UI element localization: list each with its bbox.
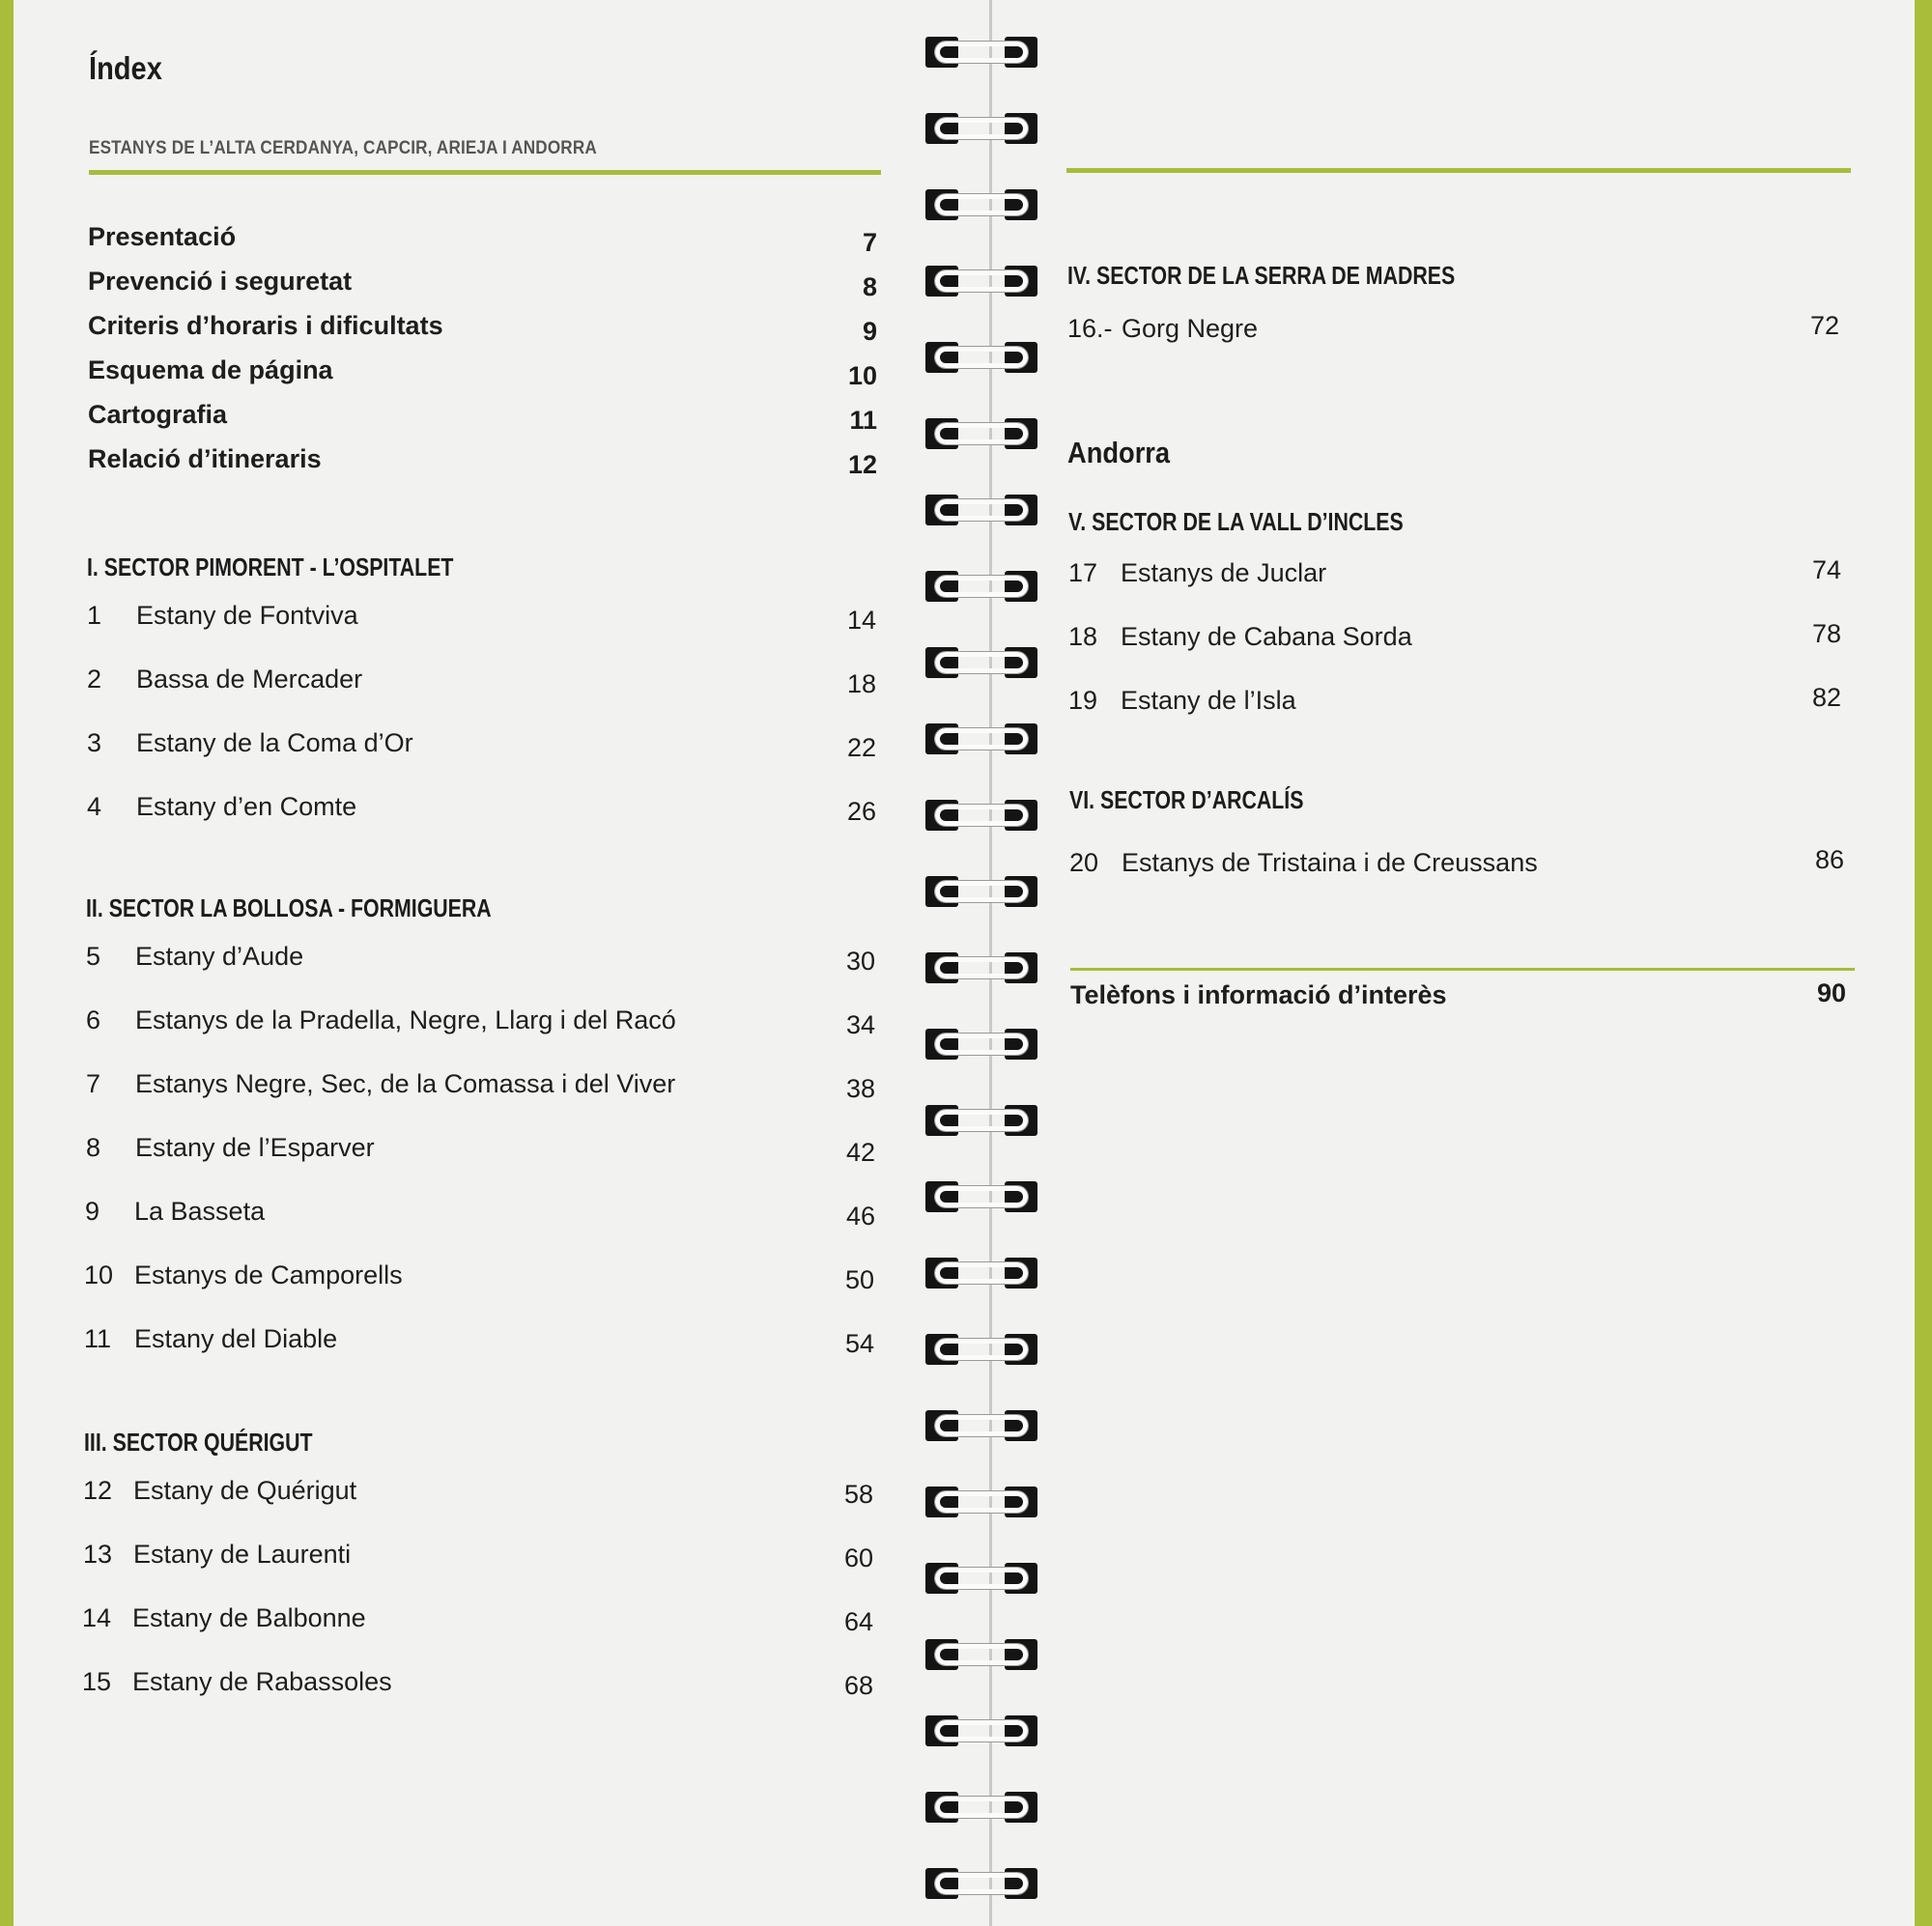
itinerary-label[interactable]: Estany de l’Isla — [1121, 686, 1296, 715]
itinerary-label[interactable]: Estanys Negre, Sec, de la Comassa i del Viver — [135, 1069, 676, 1098]
itinerary-page: 86 — [1814, 845, 1844, 874]
itinerary-page: 14 — [846, 606, 876, 635]
section-heading: VI. SECTOR D’ARCALÍS — [1069, 785, 1304, 814]
itinerary-label[interactable]: Estany d’en Comte — [136, 792, 357, 821]
itinerary-label[interactable]: Estany de l’Esparver — [135, 1133, 375, 1162]
itinerary-label[interactable]: La Basseta — [134, 1197, 266, 1226]
toc-entry-label[interactable]: Prevenció i seguretat — [88, 267, 353, 296]
itinerary-page: 42 — [845, 1138, 875, 1167]
itinerary-label[interactable]: Estanys de Tristaina i de Creussans — [1122, 848, 1538, 877]
itinerary-page: 60 — [843, 1544, 873, 1572]
itinerary-label[interactable]: Estany de Laurenti — [133, 1540, 352, 1569]
book-subtitle: ESTANYS DE L’ALTA CERDANYA, CAPCIR, ARIEJA I ANDORRA — [89, 138, 597, 158]
itinerary-number: 17 — [1068, 558, 1098, 587]
itinerary-label[interactable]: Estany de Balbonne — [132, 1603, 366, 1632]
itinerary-page: 30 — [845, 947, 875, 976]
toc-entry-page: 8 — [862, 272, 877, 301]
itinerary-page: 34 — [845, 1010, 875, 1039]
itinerary-number: 18 — [1068, 622, 1098, 651]
subtitle-rule — [89, 170, 881, 175]
itinerary-label[interactable]: Estany de Fontviva — [136, 601, 358, 630]
itinerary-label[interactable]: Estany de Quérigut — [133, 1476, 357, 1505]
toc-entry-label[interactable]: Relació d’itineraris — [88, 444, 322, 473]
itinerary-page: 18 — [846, 669, 876, 698]
toc-entry-label[interactable]: Presentació — [88, 222, 237, 251]
itinerary-number: 4 — [87, 792, 102, 821]
section-heading: V. SECTOR DE LA VALL D’INCLES — [1068, 507, 1404, 536]
itinerary-label[interactable]: Estany de Cabana Sorda — [1121, 622, 1412, 651]
itinerary-page: 38 — [845, 1074, 875, 1103]
region-heading: Andorra — [1067, 436, 1171, 469]
itinerary-page: 22 — [846, 733, 876, 762]
itinerary-page: 26 — [846, 797, 876, 826]
page-title: Índex — [89, 50, 162, 86]
right-page — [980, 0, 1915, 1926]
itinerary-label[interactable]: Estanys de la Pradella, Negre, Llarg i del Racó — [135, 1005, 676, 1034]
open-book — [14, 0, 1915, 1926]
section-heading: IV. SECTOR DE LA SERRA DE MADRES — [1067, 261, 1456, 290]
toc-entry-label[interactable]: Telèfons i informació d’interès — [1070, 980, 1447, 1009]
itinerary-number: 8 — [86, 1133, 101, 1162]
itinerary-number: 1 — [87, 601, 102, 630]
itinerary-page: 58 — [843, 1480, 873, 1509]
itinerary-number: 15 — [82, 1667, 112, 1696]
itinerary-number: 12 — [83, 1476, 113, 1505]
itinerary-number: 20 — [1069, 848, 1099, 877]
toc-entry-page: 10 — [847, 361, 877, 390]
header-rule — [1066, 168, 1851, 173]
itinerary-label[interactable]: Estany d’Aude — [135, 942, 304, 971]
itinerary-number: 6 — [86, 1005, 101, 1034]
toc-entry-label[interactable]: Esquema de página — [88, 355, 333, 384]
left-page — [14, 0, 912, 1926]
itinerary-page: 74 — [1811, 555, 1841, 584]
toc-entry-page: 9 — [862, 317, 877, 346]
itinerary-page: 72 — [1809, 311, 1839, 340]
itinerary-page: 46 — [845, 1202, 875, 1231]
itinerary-label[interactable]: Bassa de Mercader — [136, 665, 363, 694]
toc-entry-label[interactable]: Cartografia — [88, 400, 228, 429]
toc-entry-page: 11 — [849, 406, 877, 435]
itinerary-page: 82 — [1811, 683, 1841, 712]
itinerary-label[interactable]: Gorg Negre — [1122, 314, 1259, 343]
itinerary-label[interactable]: Estany del Diable — [134, 1324, 338, 1353]
toc-entry-page: 12 — [847, 450, 877, 479]
itinerary-label[interactable]: Estany de Rabassoles — [132, 1667, 392, 1696]
itinerary-label[interactable]: Estanys de Camporells — [134, 1260, 403, 1289]
itinerary-number: 9 — [85, 1197, 100, 1226]
itinerary-page: 64 — [843, 1607, 873, 1636]
section-heading: III. SECTOR QUÉRIGUT — [84, 1428, 313, 1457]
itinerary-number: 13 — [83, 1540, 113, 1569]
itinerary-page: 50 — [844, 1265, 874, 1294]
itinerary-number: 10 — [84, 1260, 114, 1289]
itinerary-page: 68 — [843, 1671, 873, 1700]
section-heading: I. SECTOR PIMORENT - L’OSPITALET — [87, 552, 454, 581]
itinerary-number: 16.- — [1067, 314, 1113, 343]
toc-entry-page: 7 — [862, 228, 877, 257]
itinerary-number: 11 — [84, 1324, 112, 1353]
itinerary-number: 5 — [86, 942, 101, 971]
itinerary-number: 2 — [87, 665, 102, 694]
toc-entry-page: 90 — [1816, 978, 1846, 1007]
itinerary-page: 78 — [1811, 619, 1841, 648]
itinerary-number: 3 — [87, 728, 102, 757]
itinerary-number: 19 — [1068, 686, 1098, 715]
section-heading: II. SECTOR LA BOLLOSA - FORMIGUERA — [86, 893, 492, 922]
footer-rule — [1070, 968, 1855, 971]
itinerary-number: 7 — [86, 1069, 101, 1098]
itinerary-number: 14 — [82, 1603, 112, 1632]
toc-entry-label[interactable]: Criteris d’horaris i dificultats — [88, 311, 443, 340]
itinerary-label[interactable]: Estany de la Coma d’Or — [136, 728, 413, 757]
itinerary-page: 54 — [844, 1329, 874, 1358]
itinerary-label[interactable]: Estanys de Juclar — [1121, 558, 1327, 587]
